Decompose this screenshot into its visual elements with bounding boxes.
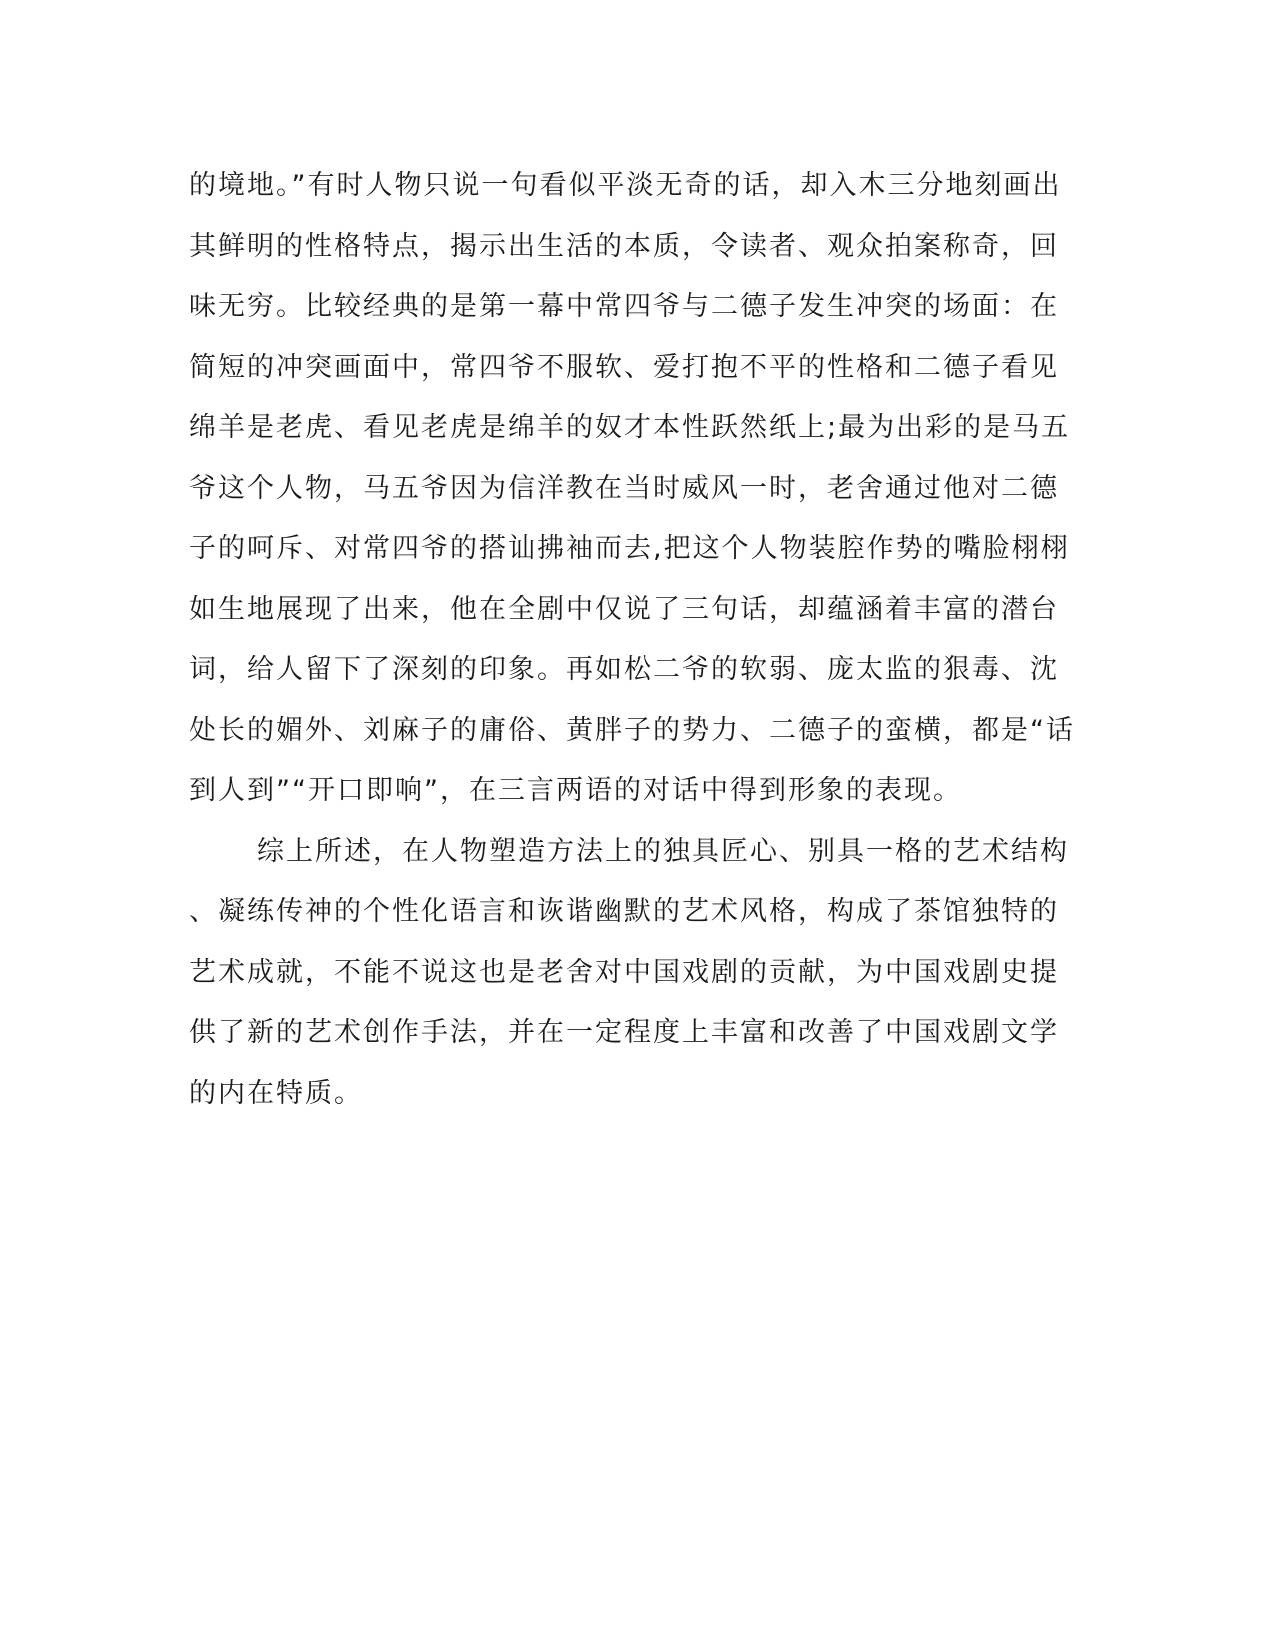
text-line: 简短的冲突画面中，常四爷不服软、爱打抱不平的性格和二德子看见	[189, 351, 1059, 383]
text-line: 如生地展现了出来，他在全剧中仅说了三句话，却蕴涵着丰富的潜台	[189, 593, 1059, 625]
text-line: 供了新的艺术创作手法，并在一定程度上丰富和改善了中国戏剧文学	[189, 1017, 1059, 1048]
text-line: 的内在特质。	[189, 1077, 363, 1109]
body-text	[189, 166, 1075, 1134]
text-line: 综上所述，在人物塑造方法上的独具匠心、别具一格的艺术结构	[257, 835, 1069, 867]
text-line: 其鲜明的性格特点，揭示出生活的本质，令读者、观众拍案称奇，回	[189, 230, 1059, 262]
text-line: 到人到”“开口即响”，在三言两语的对话中得到形象的表现。	[189, 775, 962, 806]
text-line: 的境地。”有时人物只说一句看似平淡无奇的话，却入木三分地刻画出	[189, 170, 1062, 201]
text-line: 爷这个人物，马五爷因为信洋教在当时威风一时，老舍通过他对二德	[189, 472, 1059, 504]
text-line: 处长的媚外、刘麻子的庸俗、黄胖子的势力、二德子的蛮横，都是“话	[189, 714, 1075, 746]
text-line: 味无穷。比较经典的是第一幕中常四爷与二德子发生冲突的场面：在	[189, 291, 1059, 322]
paragraph-1	[189, 166, 1075, 832]
text-line: 、凝练传神的个性化语言和诙谐幽默的艺术风格，构成了茶馆独特的	[189, 896, 1059, 927]
text-line: 子的呵斥、对常四爷的搭讪拂袖而去,把这个人物装腔作势的嘴脸栩栩	[189, 533, 1070, 564]
paragraph-2	[189, 832, 1069, 1135]
text-line: 词，给人留下了深刻的印象。再如松二爷的软弱、庞太监的狠毒、沈	[189, 654, 1059, 685]
text-line: 绵羊是老虎、看见老虎是绵羊的奴才本性跃然纸上;最为出彩的是马五	[189, 412, 1071, 443]
text-line: 艺术成就，不能不说这也是老舍对中国戏剧的贡献，为中国戏剧史提	[189, 956, 1059, 988]
